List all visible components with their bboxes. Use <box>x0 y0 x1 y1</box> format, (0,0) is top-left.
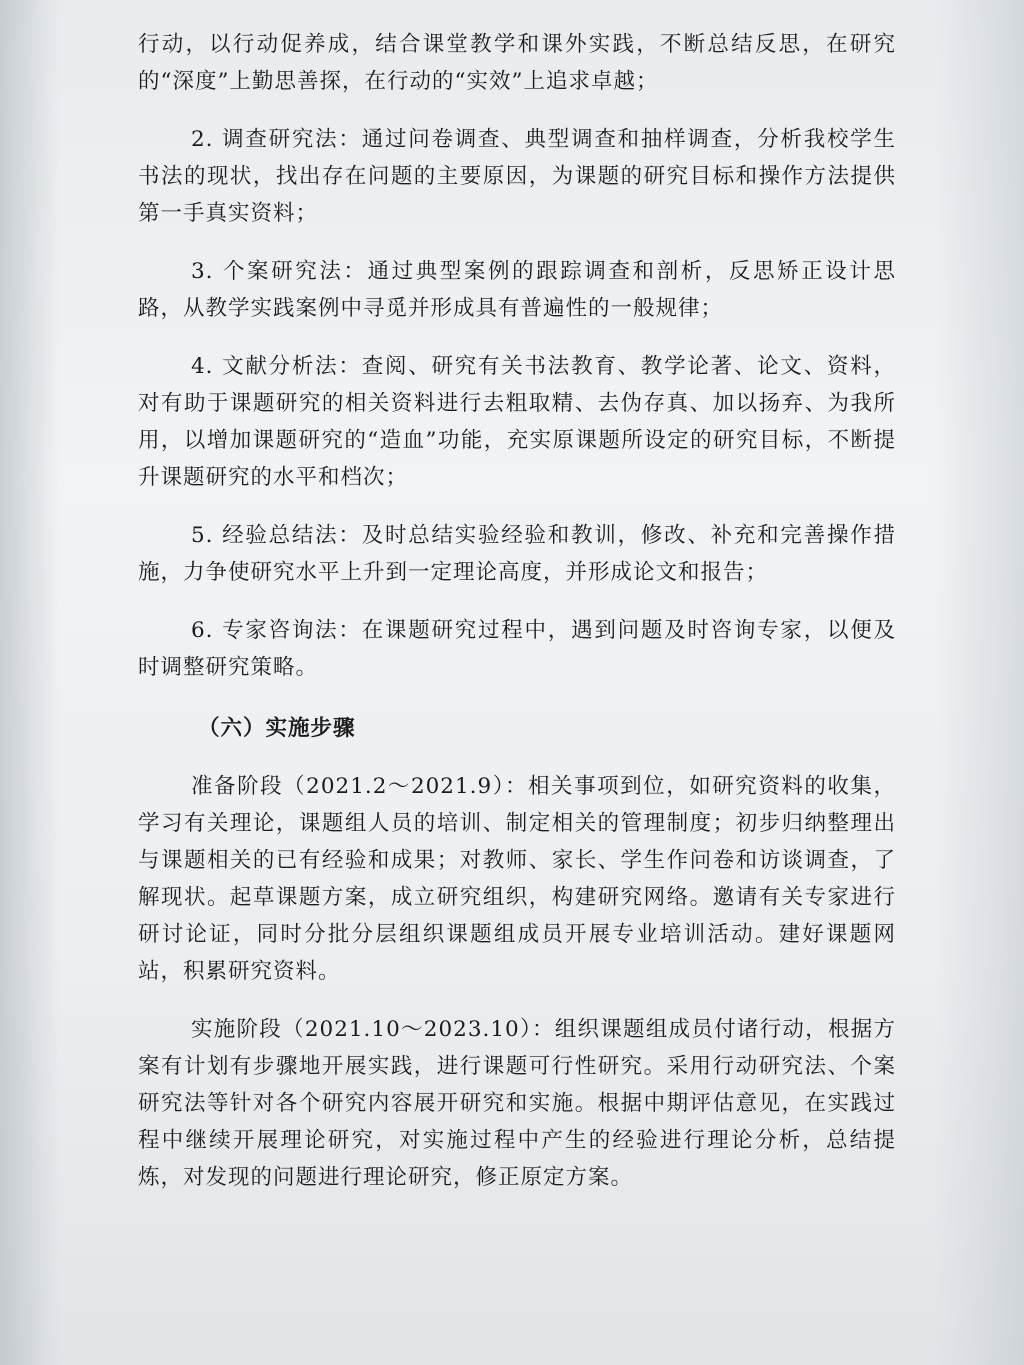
paragraph-literature-method: 4. 文献分析法：查阅、研究有关书法教育、教学论著、论文、资料，对有助于课题研究的相关资料进行去粗取精、去伪存真、加以扬弃、为我所用，以增加课题研究的“造血”功能，充实原课题所设定的研究目标，不断提升课题研究的水平和档次； <box>138 354 896 490</box>
paragraph-case-study-method: 3. 个案研究法：通过典型案例的跟踪调查和剖析，反思矫正设计思路，从教学实践案例中寻觅并形成具有普遍性的一般规律； <box>138 259 896 321</box>
paragraph-implementation-stage: 实施阶段（2021.10～2023.10）：组织课题组成员付诸行动，根据方案有计划有步骤地开展实践，进行课题可行性研究。采用行动研究法、个案研究法等针对各个研究内容展开研究和实施。根据中期评估意见，在实践过程中继续开展理论研究，对实施过程中产生的经验进行理论分析，总结提炼，对发现的问题进行理论研究，修正原定方案。 <box>138 1017 896 1190</box>
paragraph-action-research-continued: 行动，以行动促养成，结合课堂教学和课外实践，不断总结反思，在研究的“深度”上勤思善探，在行动的“实效”上追求卓越； <box>138 32 896 94</box>
page-shadow-left <box>0 0 60 1365</box>
paragraph-preparation-stage: 准备阶段（2021.2～2021.9）：相关事项到位，如研究资料的收集，学习有关理论，课题组人员的培训、制定相关的管理制度；初步归纳整理出与课题相关的已有经验和成果；对教师、家长、学生作问卷和访谈调查，了解现状。起草课题方案，成立研究组织，构建研究网络。邀请有关专家进行研讨论证，同时分批分层组织课题组成员开展专业培训活动。建好课题网站，积累研究资料。 <box>138 774 896 984</box>
paragraph-expert-method: 6. 专家咨询法：在课题研究过程中，遇到问题及时咨询专家，以便及时调整研究策略。 <box>138 618 896 680</box>
page-shadow-right <box>934 0 1024 1365</box>
paragraph-survey-method: 2. 调查研究法：通过问卷调查、典型调查和抽样调查，分析我校学生书法的现状，找出存在问题的主要原因，为课题的研究目标和操作方法提供第一手真实资料； <box>138 127 896 226</box>
section-heading-implementation-steps: （六）实施步骤 <box>198 716 356 741</box>
paragraph-experience-method: 5. 经验总结法：及时总结实验经验和教训，修改、补充和完善操作措施，力争使研究水平上升到一定理论高度，并形成论文和报告； <box>138 523 896 585</box>
